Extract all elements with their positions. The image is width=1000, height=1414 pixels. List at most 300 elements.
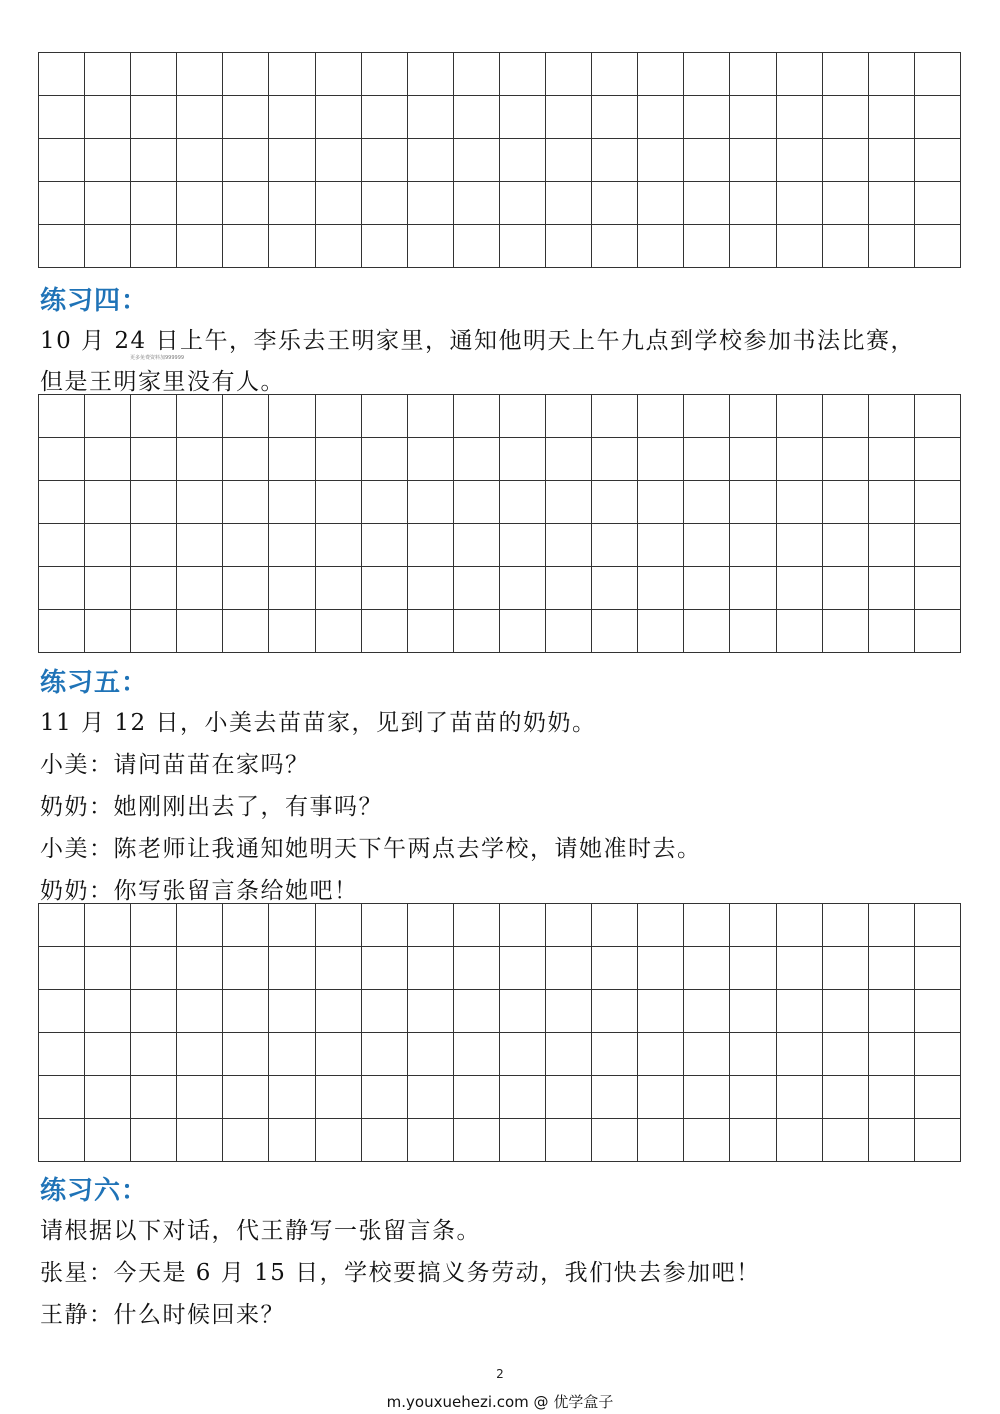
grid-cell — [777, 947, 823, 989]
grid-cell — [500, 567, 546, 609]
grid-cell — [454, 1119, 500, 1161]
grid-cell — [915, 1119, 961, 1161]
grid-cell — [131, 96, 177, 138]
grid-cell — [131, 947, 177, 989]
grid-row — [39, 610, 961, 653]
grid-cell — [500, 1033, 546, 1075]
grid-cell — [684, 182, 730, 224]
grid-row — [39, 225, 961, 268]
grid-cell — [408, 182, 454, 224]
grid-cell — [500, 182, 546, 224]
grid-cell — [39, 438, 85, 480]
grid-cell — [823, 947, 869, 989]
grid-cell — [730, 990, 776, 1032]
grid-cell — [546, 524, 592, 566]
grid-cell — [362, 182, 408, 224]
grid-cell — [454, 947, 500, 989]
grid-cell — [362, 395, 408, 437]
page-number: 2 — [496, 1367, 504, 1381]
grid-cell — [500, 139, 546, 181]
grid-cell — [85, 1033, 131, 1075]
grid-cell — [730, 481, 776, 523]
grid-cell — [823, 567, 869, 609]
grid-cell — [869, 524, 915, 566]
grid-cell — [316, 481, 362, 523]
grid-cell — [454, 438, 500, 480]
grid-cell — [316, 438, 362, 480]
grid-cell — [638, 1076, 684, 1118]
grid-cell — [408, 610, 454, 652]
grid-cell — [684, 524, 730, 566]
grid-cell — [915, 1033, 961, 1075]
grid-row — [39, 395, 961, 438]
grid-cell — [592, 1119, 638, 1161]
grid-cell — [500, 438, 546, 480]
grid-cell — [777, 438, 823, 480]
exercise-4-line-1: 10 月 24 日上午，李乐去王明家里，通知他明天上午九点到学校参加书法比赛， — [40, 328, 915, 354]
grid-cell — [777, 96, 823, 138]
grid-cell — [915, 567, 961, 609]
grid-cell — [777, 1033, 823, 1075]
grid-cell — [39, 139, 85, 181]
grid-cell — [316, 947, 362, 989]
grid-row — [39, 990, 961, 1033]
grid-cell — [869, 1076, 915, 1118]
grid-cell — [177, 481, 223, 523]
grid-row — [39, 524, 961, 567]
grid-cell — [269, 524, 315, 566]
grid-cell — [39, 1076, 85, 1118]
grid-cell — [408, 96, 454, 138]
grid-cell — [638, 524, 684, 566]
grid-cell — [915, 990, 961, 1032]
grid-cell — [638, 481, 684, 523]
grid-cell — [454, 182, 500, 224]
grid-cell — [500, 53, 546, 95]
grid-cell — [915, 947, 961, 989]
grid-cell — [638, 990, 684, 1032]
exercise-5-line-1: 11 月 12 日，小美去苗苗家，见到了苗苗的奶奶。 — [40, 710, 597, 736]
exercise-5-line-5: 奶奶：你写张留言条给她吧！ — [40, 878, 359, 904]
grid-cell — [85, 395, 131, 437]
grid-cell — [269, 96, 315, 138]
grid-cell — [269, 395, 315, 437]
grid-cell — [131, 904, 177, 946]
exercise-5-heading: 练习五： — [40, 668, 149, 698]
grid-cell — [269, 481, 315, 523]
grid-cell — [592, 1033, 638, 1075]
grid-cell — [269, 182, 315, 224]
grid-cell — [85, 225, 131, 267]
grid-cell — [177, 438, 223, 480]
grid-cell — [177, 182, 223, 224]
grid-cell — [500, 96, 546, 138]
grid-cell — [546, 438, 592, 480]
grid-cell — [39, 481, 85, 523]
grid-cell — [39, 904, 85, 946]
grid-cell — [592, 225, 638, 267]
grid-cell — [131, 53, 177, 95]
grid-cell — [454, 139, 500, 181]
grid-cell — [316, 904, 362, 946]
grid-cell — [638, 1033, 684, 1075]
grid-cell — [454, 1033, 500, 1075]
grid-cell — [177, 567, 223, 609]
exercise-4-heading: 练习四： — [40, 286, 149, 316]
grid-cell — [316, 182, 362, 224]
exercise-5-line-2: 小美：请问苗苗在家吗？ — [40, 752, 310, 778]
grid-cell — [546, 1119, 592, 1161]
grid-cell — [592, 990, 638, 1032]
grid-cell — [730, 139, 776, 181]
grid-cell — [500, 1076, 546, 1118]
grid-cell — [777, 182, 823, 224]
grid-cell — [638, 438, 684, 480]
grid-cell — [546, 904, 592, 946]
grid-cell — [546, 395, 592, 437]
grid-cell — [316, 610, 362, 652]
grid-cell — [546, 481, 592, 523]
grid-row — [39, 96, 961, 139]
grid-row — [39, 481, 961, 524]
grid-cell — [177, 1033, 223, 1075]
grid-cell — [500, 904, 546, 946]
grid-cell — [39, 53, 85, 95]
grid-cell — [684, 567, 730, 609]
grid-cell — [408, 524, 454, 566]
grid-cell — [638, 1119, 684, 1161]
grid-cell — [777, 1119, 823, 1161]
grid-cell — [638, 53, 684, 95]
grid-cell — [869, 182, 915, 224]
grid-cell — [269, 567, 315, 609]
grid-cell — [730, 947, 776, 989]
grid-cell — [592, 96, 638, 138]
grid-row — [39, 1033, 961, 1076]
grid-cell — [823, 395, 869, 437]
grid-cell — [223, 990, 269, 1032]
grid-cell — [546, 96, 592, 138]
grid-cell — [408, 1119, 454, 1161]
grid-cell — [85, 947, 131, 989]
grid-cell — [223, 904, 269, 946]
grid-cell — [823, 96, 869, 138]
grid-cell — [730, 567, 776, 609]
grid-cell — [869, 947, 915, 989]
grid-cell — [730, 610, 776, 652]
grid-cell — [223, 395, 269, 437]
grid-cell — [454, 990, 500, 1032]
grid-cell — [85, 53, 131, 95]
grid-cell — [269, 225, 315, 267]
grid-cell — [684, 481, 730, 523]
grid-cell — [869, 395, 915, 437]
grid-cell — [85, 904, 131, 946]
writing-grid-top — [38, 52, 961, 268]
grid-cell — [915, 96, 961, 138]
grid-cell — [684, 225, 730, 267]
grid-cell — [177, 1119, 223, 1161]
grid-cell — [684, 947, 730, 989]
grid-cell — [823, 904, 869, 946]
exercise-6-line-2: 张星：今天是 6 月 15 日，学校要搞义务劳动，我们快去参加吧！ — [40, 1260, 761, 1286]
grid-cell — [454, 610, 500, 652]
grid-cell — [777, 139, 823, 181]
grid-cell — [592, 524, 638, 566]
grid-cell — [39, 947, 85, 989]
grid-cell — [500, 524, 546, 566]
grid-cell — [500, 947, 546, 989]
grid-cell — [869, 1033, 915, 1075]
grid-cell — [638, 96, 684, 138]
grid-cell — [638, 395, 684, 437]
grid-cell — [269, 610, 315, 652]
grid-cell — [684, 96, 730, 138]
grid-cell — [730, 1033, 776, 1075]
grid-cell — [177, 524, 223, 566]
grid-cell — [823, 182, 869, 224]
grid-cell — [869, 990, 915, 1032]
grid-cell — [546, 947, 592, 989]
grid-cell — [684, 53, 730, 95]
grid-cell — [316, 1119, 362, 1161]
grid-cell — [131, 139, 177, 181]
writing-grid-exercise-4 — [38, 394, 961, 653]
grid-cell — [39, 1033, 85, 1075]
grid-cell — [869, 904, 915, 946]
grid-cell — [269, 1076, 315, 1118]
grid-cell — [869, 610, 915, 652]
grid-cell — [362, 438, 408, 480]
grid-row — [39, 139, 961, 182]
grid-cell — [730, 53, 776, 95]
grid-cell — [85, 524, 131, 566]
grid-cell — [730, 524, 776, 566]
grid-cell — [39, 225, 85, 267]
grid-cell — [177, 904, 223, 946]
grid-cell — [177, 947, 223, 989]
grid-cell — [777, 395, 823, 437]
grid-cell — [915, 481, 961, 523]
grid-cell — [915, 53, 961, 95]
grid-cell — [777, 610, 823, 652]
grid-cell — [823, 53, 869, 95]
grid-cell — [408, 904, 454, 946]
grid-cell — [777, 1076, 823, 1118]
grid-cell — [131, 481, 177, 523]
grid-cell — [362, 225, 408, 267]
grid-cell — [269, 904, 315, 946]
exercise-5-line-3: 奶奶：她刚刚出去了，有事吗？ — [40, 794, 383, 820]
grid-cell — [638, 610, 684, 652]
grid-cell — [85, 1076, 131, 1118]
grid-cell — [177, 96, 223, 138]
grid-cell — [223, 610, 269, 652]
grid-cell — [39, 395, 85, 437]
grid-cell — [777, 904, 823, 946]
grid-cell — [730, 1076, 776, 1118]
grid-cell — [269, 990, 315, 1032]
grid-cell — [454, 395, 500, 437]
grid-cell — [85, 182, 131, 224]
grid-cell — [131, 990, 177, 1032]
grid-cell — [269, 438, 315, 480]
grid-cell — [39, 990, 85, 1032]
grid-cell — [915, 438, 961, 480]
grid-cell — [316, 96, 362, 138]
grid-cell — [131, 1076, 177, 1118]
grid-cell — [500, 610, 546, 652]
grid-cell — [362, 904, 408, 946]
grid-cell — [638, 139, 684, 181]
grid-cell — [823, 524, 869, 566]
grid-row — [39, 53, 961, 96]
grid-cell — [638, 225, 684, 267]
grid-cell — [915, 139, 961, 181]
grid-cell — [408, 990, 454, 1032]
grid-cell — [362, 1119, 408, 1161]
tiny-note: 更多免费资料加999999 — [130, 355, 185, 361]
grid-cell — [592, 182, 638, 224]
grid-cell — [131, 182, 177, 224]
grid-row — [39, 1076, 961, 1119]
grid-cell — [684, 438, 730, 480]
grid-cell — [131, 567, 177, 609]
grid-cell — [316, 1076, 362, 1118]
grid-cell — [823, 1033, 869, 1075]
grid-cell — [316, 139, 362, 181]
grid-cell — [823, 481, 869, 523]
grid-cell — [408, 567, 454, 609]
grid-cell — [684, 904, 730, 946]
grid-cell — [269, 1033, 315, 1075]
grid-cell — [85, 438, 131, 480]
grid-cell — [85, 610, 131, 652]
grid-cell — [177, 1076, 223, 1118]
grid-cell — [223, 139, 269, 181]
grid-cell — [85, 96, 131, 138]
grid-cell — [730, 438, 776, 480]
grid-cell — [869, 225, 915, 267]
grid-cell — [592, 904, 638, 946]
grid-cell — [454, 1076, 500, 1118]
grid-cell — [500, 1119, 546, 1161]
exercise-6-line-1: 请根据以下对话，代王静写一张留言条。 — [40, 1218, 481, 1244]
grid-cell — [730, 182, 776, 224]
grid-cell — [131, 395, 177, 437]
grid-cell — [177, 53, 223, 95]
grid-cell — [408, 395, 454, 437]
grid-cell — [592, 139, 638, 181]
grid-cell — [362, 96, 408, 138]
grid-cell — [546, 1076, 592, 1118]
grid-cell — [592, 1076, 638, 1118]
grid-cell — [223, 53, 269, 95]
grid-cell — [85, 139, 131, 181]
grid-cell — [592, 567, 638, 609]
grid-cell — [362, 1033, 408, 1075]
grid-cell — [454, 567, 500, 609]
grid-cell — [177, 225, 223, 267]
grid-cell — [638, 947, 684, 989]
grid-cell — [915, 1076, 961, 1118]
grid-cell — [131, 1119, 177, 1161]
grid-cell — [546, 182, 592, 224]
grid-cell — [823, 1119, 869, 1161]
grid-cell — [408, 139, 454, 181]
grid-row — [39, 1119, 961, 1162]
grid-cell — [592, 610, 638, 652]
grid-cell — [223, 1033, 269, 1075]
grid-cell — [362, 139, 408, 181]
grid-cell — [823, 990, 869, 1032]
grid-cell — [684, 1119, 730, 1161]
grid-cell — [223, 182, 269, 224]
grid-cell — [177, 139, 223, 181]
grid-cell — [131, 610, 177, 652]
grid-cell — [823, 1076, 869, 1118]
grid-cell — [316, 567, 362, 609]
grid-cell — [684, 1033, 730, 1075]
grid-cell — [223, 1119, 269, 1161]
grid-cell — [177, 610, 223, 652]
grid-cell — [823, 139, 869, 181]
grid-cell — [730, 904, 776, 946]
grid-cell — [915, 225, 961, 267]
grid-cell — [39, 182, 85, 224]
grid-cell — [869, 481, 915, 523]
grid-cell — [546, 225, 592, 267]
grid-cell — [730, 1119, 776, 1161]
grid-cell — [684, 395, 730, 437]
grid-cell — [85, 481, 131, 523]
grid-cell — [546, 990, 592, 1032]
grid-cell — [316, 990, 362, 1032]
grid-cell — [869, 438, 915, 480]
grid-cell — [592, 438, 638, 480]
grid-cell — [454, 96, 500, 138]
grid-cell — [684, 139, 730, 181]
footer-site-label: m.youxuehezi.com @ 优学盒子 — [386, 1393, 614, 1411]
grid-cell — [592, 395, 638, 437]
grid-cell — [408, 1033, 454, 1075]
grid-cell — [39, 1119, 85, 1161]
grid-cell — [592, 481, 638, 523]
grid-cell — [316, 53, 362, 95]
grid-cell — [131, 524, 177, 566]
grid-cell — [638, 904, 684, 946]
grid-cell — [269, 139, 315, 181]
grid-cell — [362, 610, 408, 652]
grid-cell — [915, 610, 961, 652]
grid-cell — [823, 438, 869, 480]
grid-cell — [223, 1076, 269, 1118]
grid-cell — [131, 1033, 177, 1075]
grid-cell — [362, 53, 408, 95]
grid-row — [39, 438, 961, 481]
grid-cell — [269, 1119, 315, 1161]
grid-cell — [85, 1119, 131, 1161]
grid-cell — [269, 947, 315, 989]
grid-cell — [85, 990, 131, 1032]
grid-cell — [684, 610, 730, 652]
grid-cell — [454, 524, 500, 566]
grid-cell — [316, 225, 362, 267]
grid-cell — [869, 139, 915, 181]
grid-cell — [269, 53, 315, 95]
grid-cell — [316, 524, 362, 566]
grid-cell — [546, 1033, 592, 1075]
